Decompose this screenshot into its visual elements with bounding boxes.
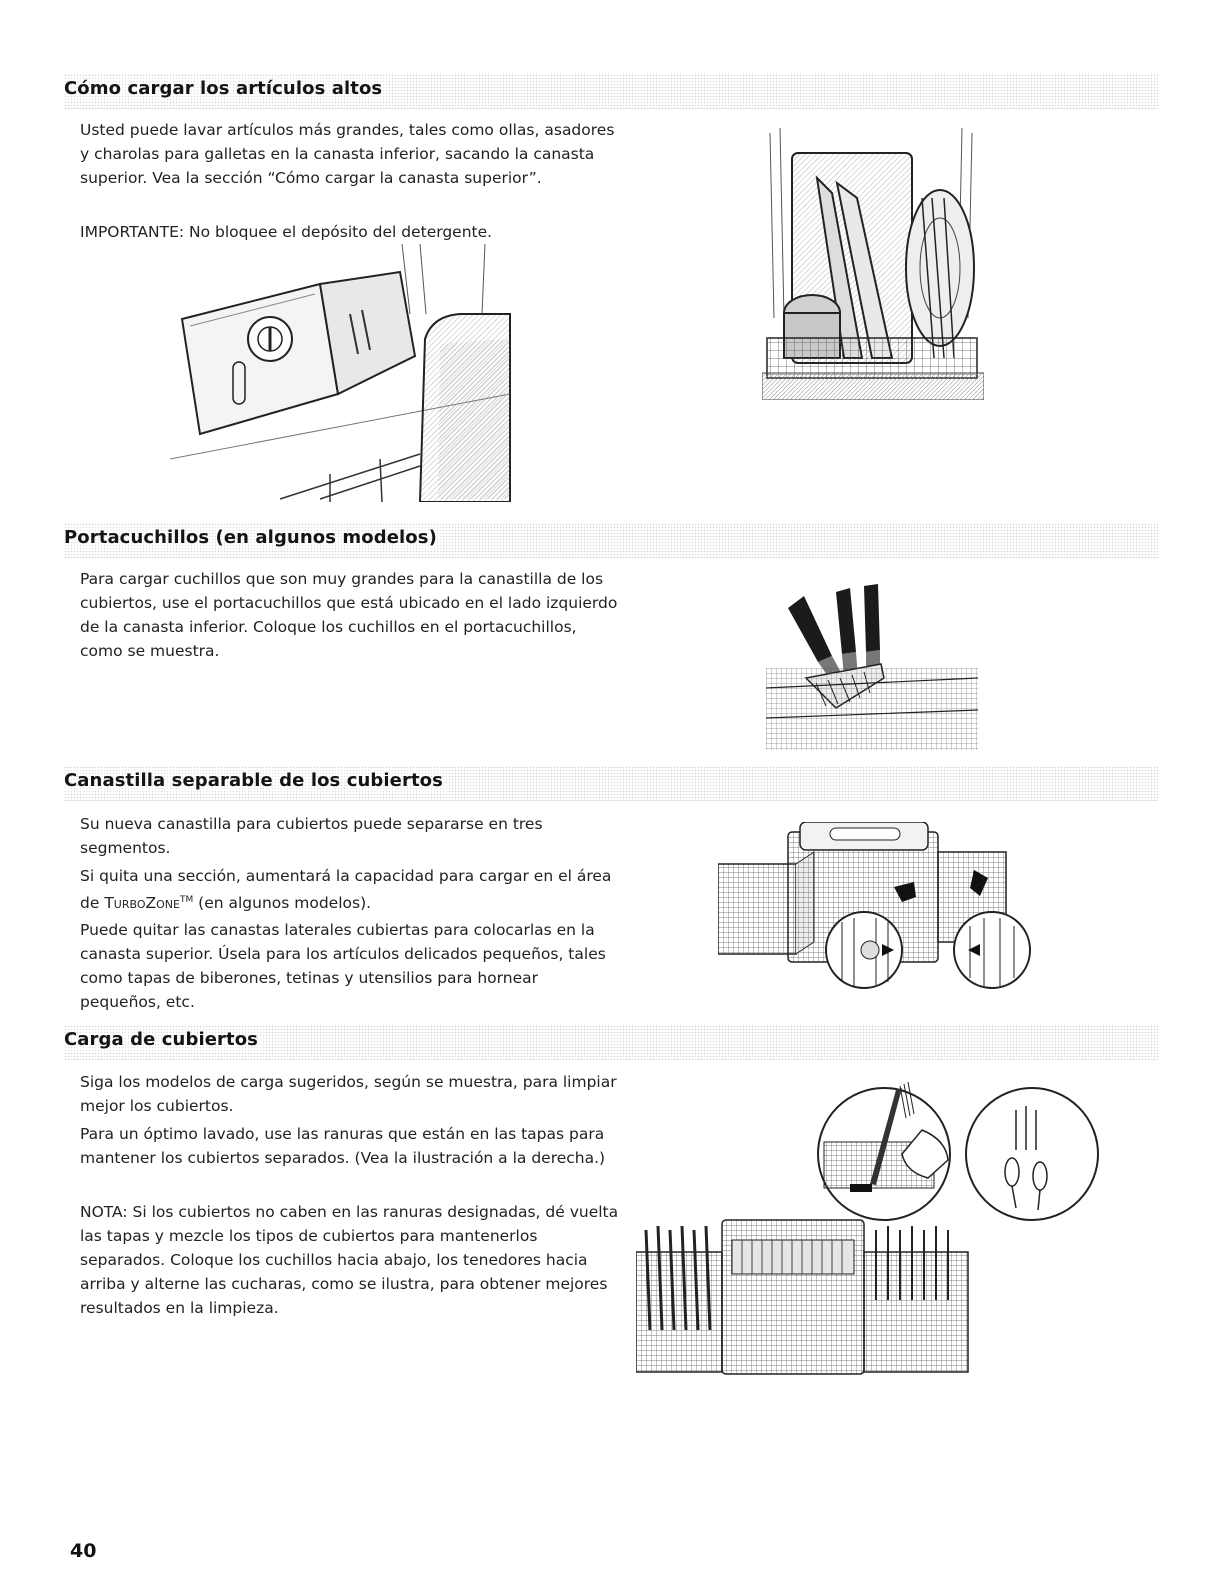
trademark-mark: TM: [179, 895, 194, 905]
section-header-knife-rack: [64, 523, 1158, 558]
silverware-paragraph-2: Para un óptimo lavado, use las ranuras que están en las tapas para mantener los cubiertos separados. (Vea la ilustración a la derecha.): [80, 1125, 606, 1167]
silverware-paragraph-1: Siga los modelos de carga sugeridos, según se muestra, para limpiar mejor los cubiertos.: [80, 1073, 617, 1115]
section-header-tall-items: [64, 74, 1158, 109]
section-title-silverware-loading: Carga de cubiertos: [64, 1027, 264, 1052]
basket-paragraph-3: Puede quitar las canastas laterales cubiertas para colocarlas en la canasta superior. Úsela para los artículos delicados pequeños, tales como tapas de biberones, tetinas y utensilios para hornear pequeños, etc.: [80, 921, 606, 1011]
section-header-removable-basket: [64, 766, 1158, 801]
tall-items-rack-illustration: [762, 118, 984, 400]
tall-items-paragraph-1: Usted puede lavar artículos más grandes, tales como ollas, asadores y charolas para galletas en la canasta inferior, sacando la canasta superior. Vea la sección “Cómo cargar la canasta superior”.: [80, 121, 615, 187]
basket-paragraph-2: [80, 864, 620, 915]
knife-holder-illustration: [766, 578, 978, 750]
knife-rack-paragraph: Para cargar cuchillos que son muy grandes para la canastilla de los cubiertos, use el portacuchillos que está ubicado en el lado izquierdo de la canasta inferior. Coloque los cuchillos en el portacuchillos, como se muestra.: [80, 570, 618, 660]
detergent-dispenser-illustration: [170, 244, 515, 502]
removable-basket-illustration: [718, 822, 1036, 1000]
basket-paragraph-2-start: Si quita una sección, aumentará la capacidad para cargar en el área de: [80, 867, 612, 913]
silverware-note: NOTA: Si los cubiertos no caben en las ranuras designadas, dé vuelta las tapas y mezcle los tipos de cubiertos para mantenerlos separados. Coloque los cuchillos hacia abajo, los tenedores hacia arriba y alterne las cucharas, como se ilustra, para obtener mejores resultados en la limpieza.: [80, 1203, 619, 1317]
silverware-loading-illustration: [636, 1080, 1108, 1378]
page-number: 40: [70, 1540, 97, 1562]
section-header-silverware-loading: [64, 1025, 1158, 1060]
basket-paragraph-1: Su nueva canastilla para cubiertos puede separarse en tres segmentos.: [80, 815, 543, 857]
basket-paragraph-2-end: (en algunos modelos).: [193, 894, 372, 913]
tall-items-important-note: IMPORTANTE: No bloquee el depósito del detergente.: [80, 223, 493, 241]
section-title-tall-items: Cómo cargar los artículos altos: [64, 76, 388, 101]
section-title-knife-rack: Portacuchillos (en algunos modelos): [64, 525, 443, 550]
section-title-removable-basket: Canastilla separable de los cubiertos: [64, 768, 449, 793]
turbozone-brand: TurboZone: [104, 894, 180, 913]
